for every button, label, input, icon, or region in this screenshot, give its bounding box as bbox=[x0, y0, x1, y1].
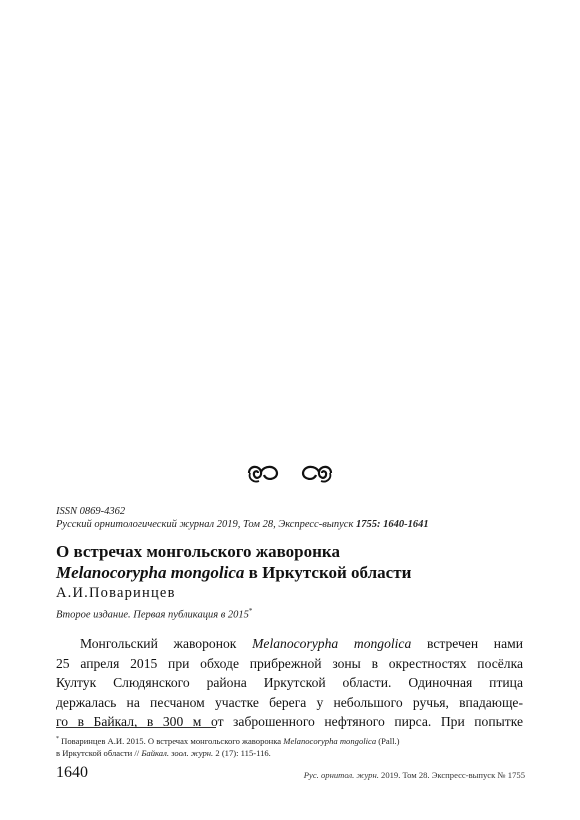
body-line: Монгольский жаворонок Melanocorypha mongolica встречен нами bbox=[80, 636, 523, 651]
article-body bbox=[56, 634, 523, 732]
section-ornament bbox=[0, 461, 580, 490]
page-range: : 1640-1641 bbox=[377, 519, 429, 530]
footnote-marker: * bbox=[248, 607, 253, 615]
body-line: Култук Слюдянского района Иркутской области. Одиночная птица bbox=[56, 675, 523, 691]
title-line-1: О встречах монгольского жаворонка bbox=[56, 542, 340, 561]
body-line: 25 апреля 2015 при обходе прибрежной зоны в окрестностях посёлка bbox=[56, 655, 523, 671]
body-species: Melanocorypha mongolica bbox=[252, 636, 412, 651]
journal-citation: Русский орнитологический журнал 2019, Том 28, Экспресс-выпуск 1755: 1640-1641 bbox=[56, 519, 429, 530]
body-line: го в Байкал, в 300 м от заброшенного нефтяного пирса. При попытке bbox=[56, 714, 523, 730]
title-line-2: Melanocorypha mongolica в Иркутской области bbox=[56, 563, 412, 582]
body-line: держалась на песчаном участке берега у небольшого ручья, впадающе- bbox=[56, 694, 523, 710]
title-species: Melanocorypha mongolica bbox=[56, 563, 245, 582]
issn: ISSN 0869-4362 bbox=[56, 506, 126, 517]
footnote bbox=[56, 733, 526, 759]
footnote-line-1: * Поваринцев А.И. 2015. О встречах монгольского жаворонка Melanocorypha mongolica (Pall.) bbox=[56, 735, 400, 746]
left-fleuron-icon bbox=[246, 461, 280, 490]
author-name: А.И.Поваринцев bbox=[56, 585, 176, 601]
edition-note: Второе издание. Первая публикация в 2015* bbox=[56, 607, 253, 621]
right-fleuron-icon bbox=[300, 461, 334, 490]
publication-meta bbox=[56, 505, 429, 531]
footnote-line-2: в Иркутской области // Байкал. зоол. журн. 2 (17): 115-116. bbox=[56, 747, 271, 758]
running-footer: Рус. орнитол. журн. 2019. Том 28. Экспресс-выпуск № 1755 bbox=[303, 770, 525, 780]
footnote-divider bbox=[56, 727, 216, 728]
page-number: 1640 bbox=[56, 764, 88, 781]
article-title bbox=[56, 541, 526, 583]
issue-number: 1755 bbox=[356, 519, 377, 530]
